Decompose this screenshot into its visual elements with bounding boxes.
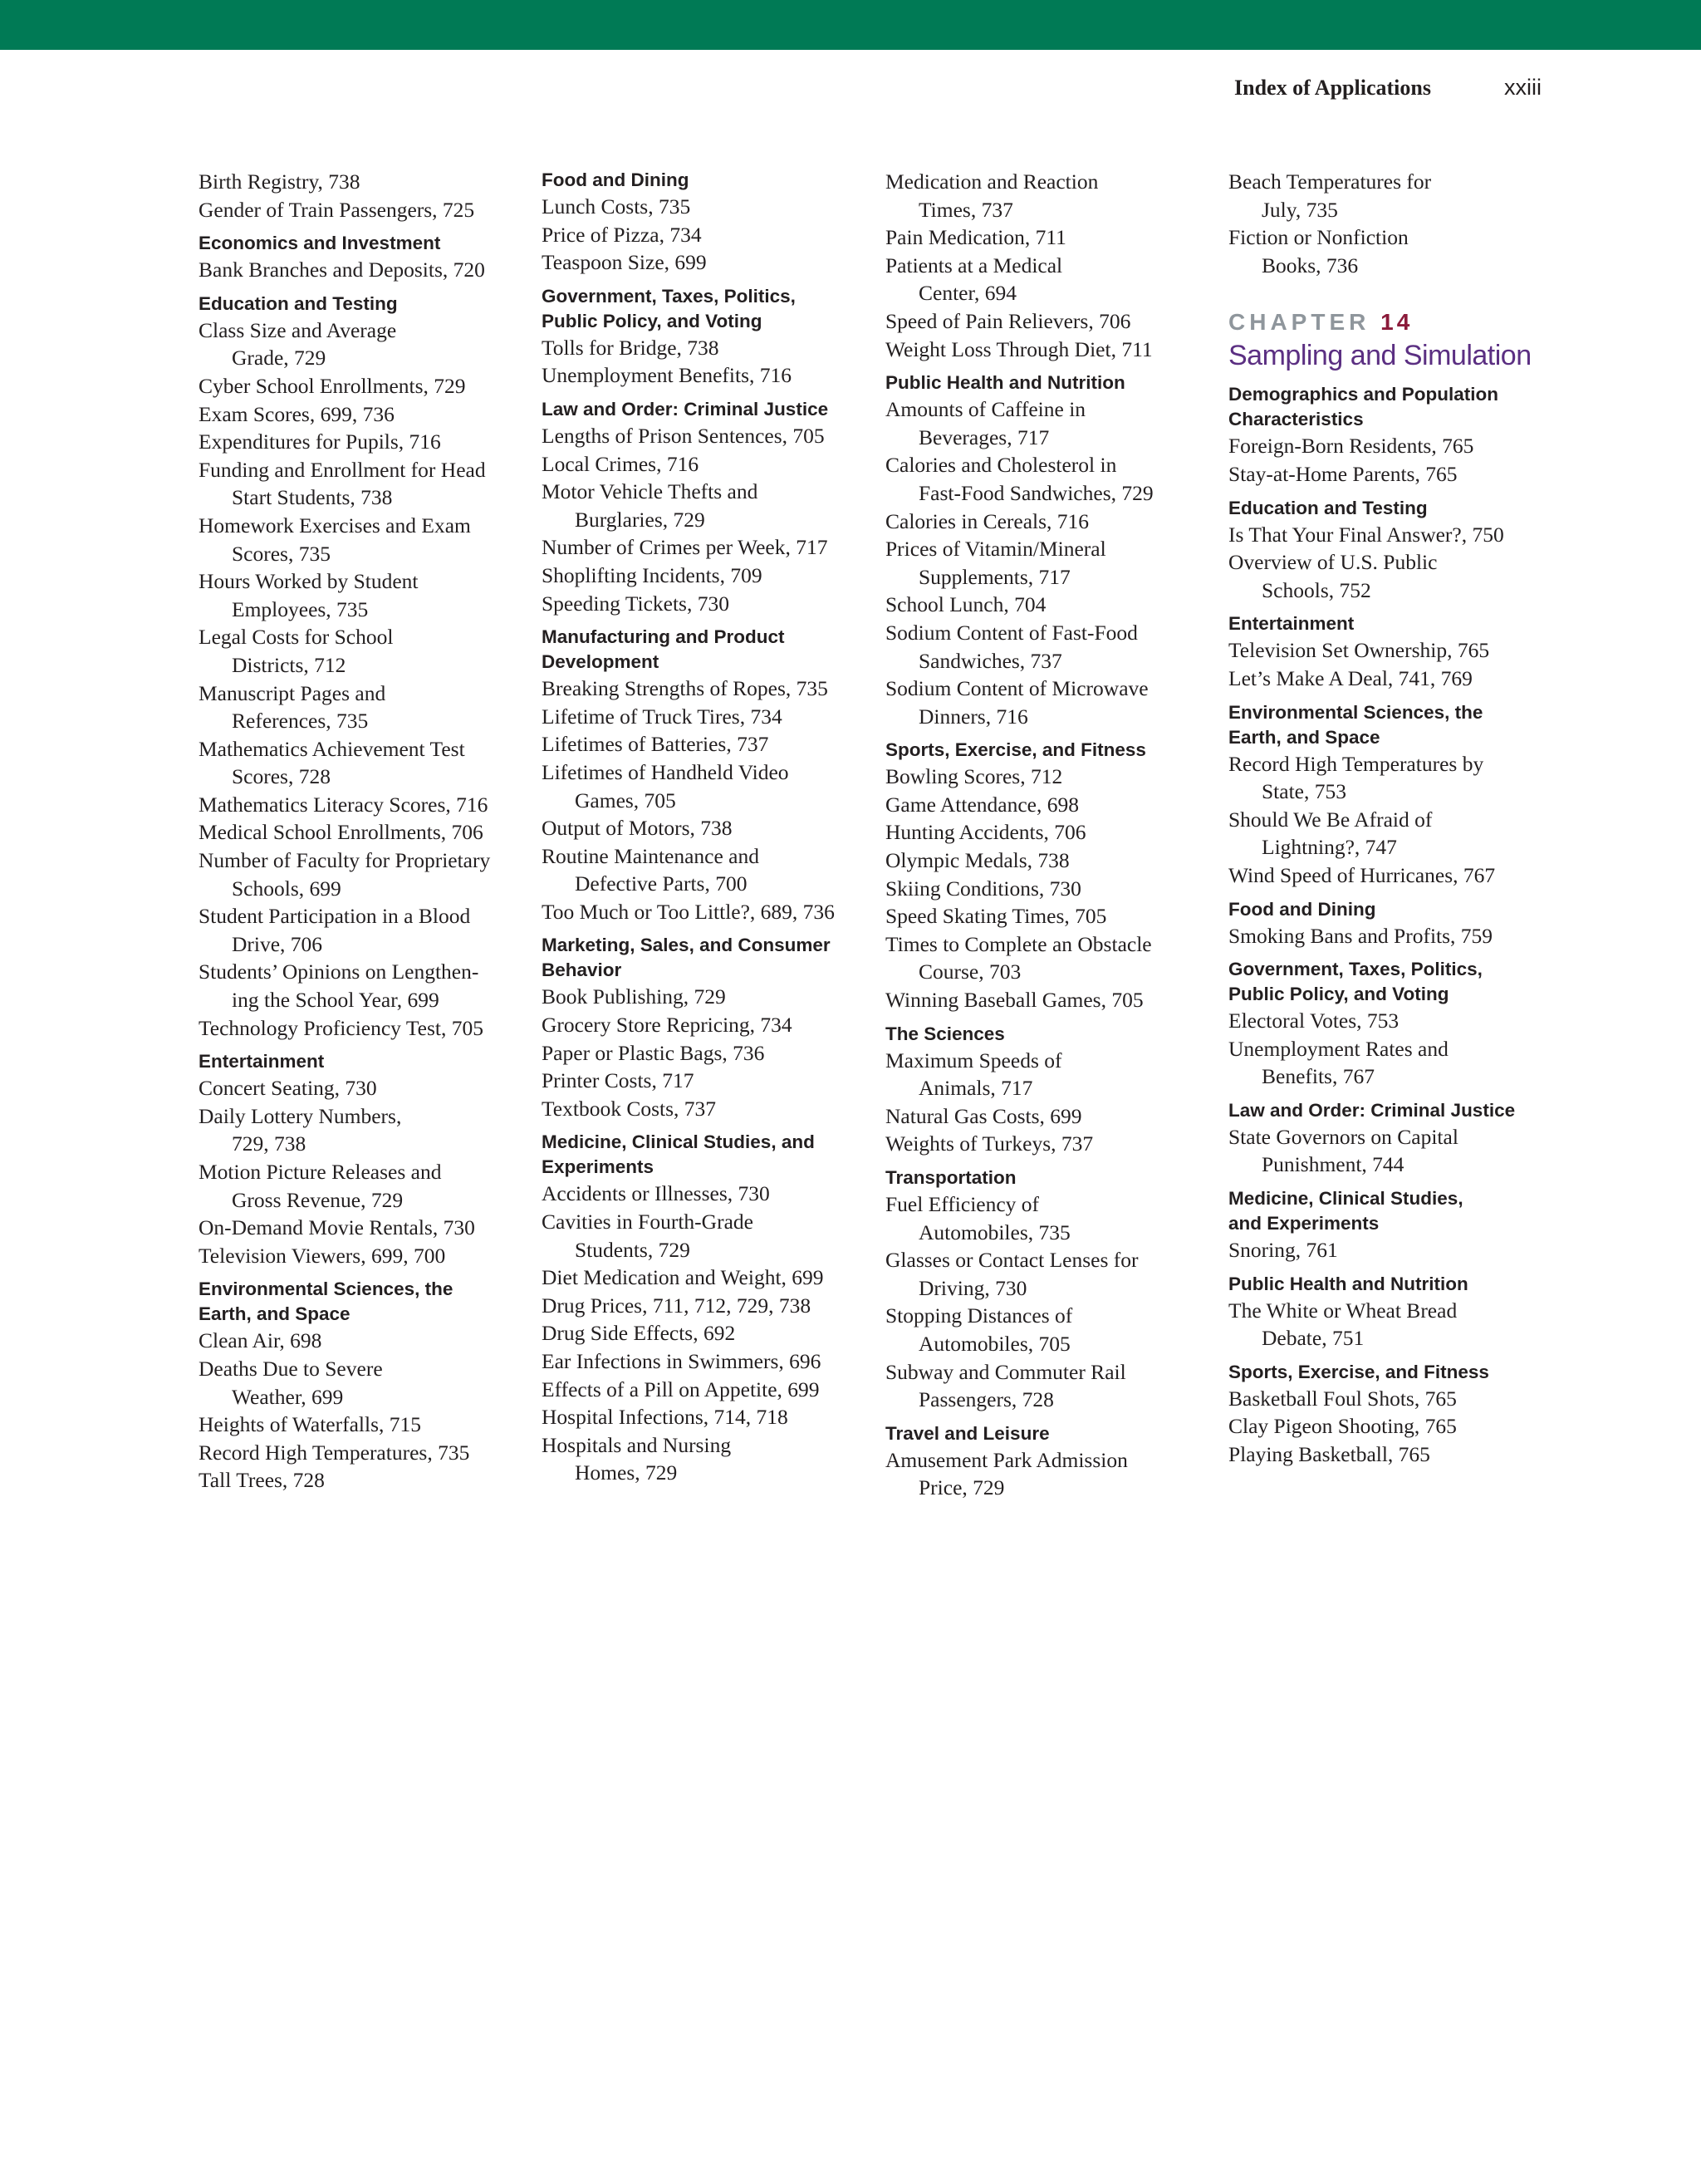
index-entry: Hours Worked by Student Employees, 735 <box>199 569 419 621</box>
index-section <box>199 292 522 1042</box>
index-entry: Weights of Turkeys, 737 <box>885 1131 1094 1156</box>
index-entry: Amounts of Caffeine in Beverages, 717 <box>885 397 1086 449</box>
index-section <box>199 1049 522 1269</box>
index-section <box>1228 897 1552 950</box>
index-entry: Lifetime of Truck Tires, 734 <box>542 704 782 729</box>
index-section <box>542 625 865 925</box>
index-entry: Olympic Medals, 738 <box>885 848 1070 873</box>
index-entry: Gender of Train Passengers, 725 <box>199 197 475 222</box>
index-entry: Sodium Content of Fast-Food Sandwiches, 737 <box>885 620 1138 673</box>
index-entry: Homework Exercises and Exam Scores, 735 <box>199 513 471 566</box>
index-entry: Stay-at-Home Parents, 765 <box>1228 461 1458 486</box>
index-entry: Birth Registry, 738 <box>199 169 360 194</box>
section-heading: Transportation <box>885 1167 1017 1188</box>
index-entry: Price of Pizza, 734 <box>542 222 702 247</box>
index-entry: Sodium Content of Microwave Dinners, 716 <box>885 676 1149 729</box>
index-entry: Output of Motors, 738 <box>542 816 733 841</box>
index-entry: On-Demand Movie Rentals, 730 <box>199 1215 475 1240</box>
index-entry: Hunting Accidents, 706 <box>885 820 1086 845</box>
index-entry: Stopping Distances of Automobiles, 705 <box>885 1303 1073 1356</box>
index-entry: Ear Infections in Swimmers, 696 <box>542 1349 821 1373</box>
index-section <box>1228 496 1552 605</box>
index-entry: Winning Baseball Games, 705 <box>885 988 1144 1013</box>
section-heading: Travel and Leisure <box>885 1422 1050 1444</box>
top-color-bar <box>0 0 1701 50</box>
index-entry: Pain Medication, 711 <box>885 225 1066 250</box>
chapter-label-line <box>1228 307 1552 337</box>
index-section <box>1228 382 1552 488</box>
index-section <box>1228 168 1552 279</box>
index-entry: School Lunch, 704 <box>885 592 1047 617</box>
index-entry: Playing Basketball, 765 <box>1228 1442 1430 1467</box>
index-section <box>1228 700 1552 890</box>
chapter-heading <box>1228 307 1552 374</box>
index-entry: Subway and Commuter Rail Passengers, 728 <box>885 1359 1126 1412</box>
index-entry: Diet Medication and Weight, 699 <box>542 1265 824 1290</box>
section-heading: Environmental Sciences, the Earth, and Space <box>199 1278 453 1325</box>
index-entry: Maximum Speeds of Animals, 717 <box>885 1048 1062 1101</box>
index-entry: Lifetimes of Batteries, 737 <box>542 732 769 757</box>
index-entry: Expenditures for Pupils, 716 <box>199 429 441 454</box>
index-entry: Class Size and Average Grade, 729 <box>199 317 397 371</box>
index-entry: Let’s Make A Deal, 741, 769 <box>1228 665 1473 690</box>
index-entry: Drug Prices, 711, 712, 729, 738 <box>542 1293 811 1318</box>
column-sections <box>542 168 865 1487</box>
index-column-3 <box>885 168 1209 1509</box>
section-heading: Medicine, Clinical Studies, and Experiments <box>542 1131 815 1178</box>
section-heading: Demographics and Population Characteristics <box>1228 384 1499 430</box>
index-entry: Motion Picture Releases and Gross Revenue, 729 <box>199 1160 442 1212</box>
index-entry: Record High Temperatures, 735 <box>199 1440 470 1465</box>
section-heading: Government, Taxes, Politics, Public Policy, and Voting <box>542 285 796 331</box>
index-entry: Hospitals and Nursing Homes, 729 <box>542 1432 732 1485</box>
index-entry: Clean Air, 698 <box>199 1328 322 1353</box>
index-entry: Mathematics Achievement Test Scores, 728 <box>199 736 465 789</box>
index-entry: Heights of Waterfalls, 715 <box>199 1412 421 1437</box>
section-heading: Public Health and Nutrition <box>885 372 1125 394</box>
index-entry: Patients at a Medical Center, 694 <box>885 253 1063 306</box>
index-entry: Overview of U.S. Public Schools, 752 <box>1228 550 1438 602</box>
index-entry: Textbook Costs, 737 <box>542 1096 717 1121</box>
index-section <box>542 933 865 1122</box>
index-section <box>1228 957 1552 1091</box>
index-entry: Mathematics Literacy Scores, 716 <box>199 792 488 817</box>
index-entry: Is That Your Final Answer?, 750 <box>1228 522 1504 547</box>
index-entry: Number of Faculty for Proprietary Schools, 699 <box>199 848 491 901</box>
section-heading: Government, Taxes, Politics, Public Policy, and Voting <box>1228 959 1483 1005</box>
index-section <box>885 1166 1209 1414</box>
index-entry: Basketball Foul Shots, 765 <box>1228 1386 1457 1411</box>
section-heading: Environmental Sciences, the Earth, and Space <box>1228 701 1483 748</box>
index-entry: Student Participation in a Blood Drive, 706 <box>199 904 471 956</box>
index-entry: Funding and Enrollment for Head Start Students, 738 <box>199 457 486 510</box>
chapter-number: 14 <box>1380 309 1414 336</box>
index-entry: Cavities in Fourth-Grade Students, 729 <box>542 1210 753 1262</box>
index-entry: Local Crimes, 716 <box>542 451 699 476</box>
index-entry: Should We Be Afraid of Lightning?, 747 <box>1228 807 1433 860</box>
index-entry: Lengths of Prison Sentences, 705 <box>542 423 825 448</box>
page-number: xxiii <box>1504 75 1542 100</box>
index-column-1 <box>199 168 522 1502</box>
index-entry: Amusement Park Admission Price, 729 <box>885 1447 1128 1500</box>
index-entry: Book Publishing, 729 <box>542 984 726 1009</box>
index-entry: Smoking Bans and Profits, 759 <box>1228 923 1493 948</box>
index-section <box>542 397 865 617</box>
index-entry: Grocery Store Repricing, 734 <box>542 1013 792 1038</box>
section-heading: Education and Testing <box>199 292 398 314</box>
index-entry: Speed Skating Times, 705 <box>885 904 1107 929</box>
index-entry: Unemployment Benefits, 716 <box>542 363 792 388</box>
index-entry: Record High Temperatures by State, 753 <box>1228 751 1484 804</box>
index-entry: Effects of a Pill on Appetite, 699 <box>542 1377 820 1401</box>
index-entry: Calories and Cholesterol in Fast-Food Sandwiches, 729 <box>885 453 1154 505</box>
index-entry: Motor Vehicle Thefts and Burglaries, 729 <box>542 479 758 532</box>
index-section <box>542 284 865 390</box>
index-entry: Accidents or Illnesses, 730 <box>542 1181 770 1206</box>
section-heading: Sports, Exercise, and Fitness <box>1228 1361 1489 1382</box>
index-entry: Students’ Opinions on Lengthen- ing the School Year, 699 <box>199 959 479 1013</box>
index-section <box>199 168 522 223</box>
section-heading: Law and Order: Criminal Justice <box>1228 1099 1516 1121</box>
index-entry: Medication and Reaction Times, 737 <box>885 169 1099 222</box>
section-heading: Entertainment <box>1228 613 1355 635</box>
section-heading: Food and Dining <box>1228 898 1376 920</box>
index-entry: Legal Costs for School Districts, 712 <box>199 625 394 677</box>
index-entry: Daily Lottery Numbers, 729, 738 <box>199 1103 402 1156</box>
index-section <box>542 168 865 277</box>
index-entry: Skiing Conditions, 730 <box>885 876 1081 901</box>
section-heading: Food and Dining <box>542 169 689 190</box>
index-entry: Printer Costs, 717 <box>542 1068 694 1093</box>
index-entry: Too Much or Too Little?, 689, 736 <box>542 899 835 924</box>
column-sections <box>1228 382 1552 1468</box>
index-entry: Electoral Votes, 753 <box>1228 1009 1400 1033</box>
section-heading: Medicine, Clinical Studies, and Experiments <box>1228 1188 1463 1234</box>
index-entry: Medical School Enrollments, 706 <box>199 820 483 845</box>
index-entry: Shoplifting Incidents, 709 <box>542 562 762 587</box>
index-section <box>199 231 522 284</box>
index-section <box>885 168 1209 363</box>
index-section <box>885 1421 1209 1502</box>
index-entry: Tolls for Bridge, 738 <box>542 335 719 360</box>
chapter-label: CHAPTER <box>1228 309 1370 336</box>
index-entry: Fuel Efficiency of Automobiles, 735 <box>885 1192 1071 1244</box>
section-heading: Public Health and Nutrition <box>1228 1273 1468 1294</box>
index-entry: Weight Loss Through Diet, 711 <box>885 336 1153 361</box>
index-entry: Foreign-Born Residents, 765 <box>1228 434 1474 459</box>
running-head <box>1234 75 1542 101</box>
index-entry: Bank Branches and Deposits, 720 <box>199 258 485 282</box>
index-entry: Snoring, 761 <box>1228 1238 1338 1263</box>
index-entry: Speeding Tickets, 730 <box>542 591 729 616</box>
index-entry: Drug Side Effects, 692 <box>542 1321 736 1346</box>
index-section <box>542 1130 865 1487</box>
index-entry: Deaths Due to Severe Weather, 699 <box>199 1356 383 1409</box>
index-entry: Unemployment Rates and Benefits, 767 <box>1228 1036 1449 1089</box>
section-heading: Education and Testing <box>1228 497 1428 518</box>
column-sections <box>199 168 522 1494</box>
index-entry: Lifetimes of Handheld Video Games, 705 <box>542 759 789 812</box>
index-entry: The White or Wheat Bread Debate, 751 <box>1228 1298 1458 1351</box>
index-entry: Paper or Plastic Bags, 736 <box>542 1040 765 1065</box>
index-section <box>1228 1098 1552 1179</box>
index-entry: Television Set Ownership, 765 <box>1228 638 1490 663</box>
index-entry: Concert Seating, 730 <box>199 1076 377 1101</box>
section-heading: Economics and Investment <box>199 233 441 254</box>
section-heading: Marketing, Sales, and Consumer Behavior <box>542 935 831 981</box>
index-entry: Lunch Costs, 735 <box>542 194 691 218</box>
index-entry: Cyber School Enrollments, 729 <box>199 373 466 398</box>
index-entry: Hospital Infections, 714, 718 <box>542 1405 788 1430</box>
index-column-4 <box>1228 168 1552 1476</box>
index-entry: Glasses or Contact Lenses for Driving, 730 <box>885 1248 1139 1300</box>
running-head-title: Index of Applications <box>1234 76 1431 100</box>
index-entry: Teaspoon Size, 699 <box>542 250 707 275</box>
index-entry: Wind Speed of Hurricanes, 767 <box>1228 862 1496 887</box>
index-section <box>885 1022 1209 1158</box>
index-section <box>1228 611 1552 692</box>
index-entry: Beach Temperatures for July, 735 <box>1228 169 1432 222</box>
index-entry: Bowling Scores, 712 <box>885 764 1063 789</box>
index-entry: State Governors on Capital Punishment, 744 <box>1228 1124 1458 1177</box>
index-entry: Fiction or Nonfiction Books, 736 <box>1228 225 1409 277</box>
index-entry: Manuscript Pages and References, 735 <box>199 680 386 734</box>
index-entry: Exam Scores, 699, 736 <box>199 401 395 426</box>
index-entry: Speed of Pain Relievers, 706 <box>885 308 1131 333</box>
index-section <box>1228 1360 1552 1469</box>
section-heading: Entertainment <box>199 1051 325 1072</box>
index-entry: Television Viewers, 699, 700 <box>199 1243 446 1268</box>
index-entry: Routine Maintenance and Defective Parts, 700 <box>542 843 759 896</box>
index-entry: Times to Complete an Obstacle Course, 703 <box>885 931 1152 984</box>
index-entry: Natural Gas Costs, 699 <box>885 1103 1082 1128</box>
index-entry: Number of Crimes per Week, 717 <box>542 535 828 560</box>
section-heading: Manufacturing and Product Development <box>542 626 785 673</box>
index-entry: Calories in Cereals, 716 <box>885 508 1090 533</box>
index-entry: Tall Trees, 728 <box>199 1468 325 1493</box>
index-section <box>885 371 1209 730</box>
index-section <box>1228 1186 1552 1264</box>
index-entry: Technology Proficiency Test, 705 <box>199 1015 483 1040</box>
index-entry: Prices of Vitamin/Mineral Supplements, 717 <box>885 537 1106 589</box>
index-section <box>199 1277 522 1494</box>
section-heading: Law and Order: Criminal Justice <box>542 398 829 420</box>
column-sections <box>885 168 1209 1502</box>
section-heading: Sports, Exercise, and Fitness <box>885 739 1146 761</box>
index-entry: Breaking Strengths of Ropes, 735 <box>542 676 828 701</box>
chapter-title: Sampling and Simulation <box>1228 340 1532 372</box>
column-pre-sections <box>1228 168 1552 279</box>
section-heading: The Sciences <box>885 1023 1005 1044</box>
index-section <box>1228 1272 1552 1352</box>
index-entry: Game Attendance, 698 <box>885 792 1079 817</box>
index-entry: Clay Pigeon Shooting, 765 <box>1228 1414 1457 1439</box>
index-section <box>885 738 1209 1013</box>
index-column-2 <box>542 168 865 1494</box>
